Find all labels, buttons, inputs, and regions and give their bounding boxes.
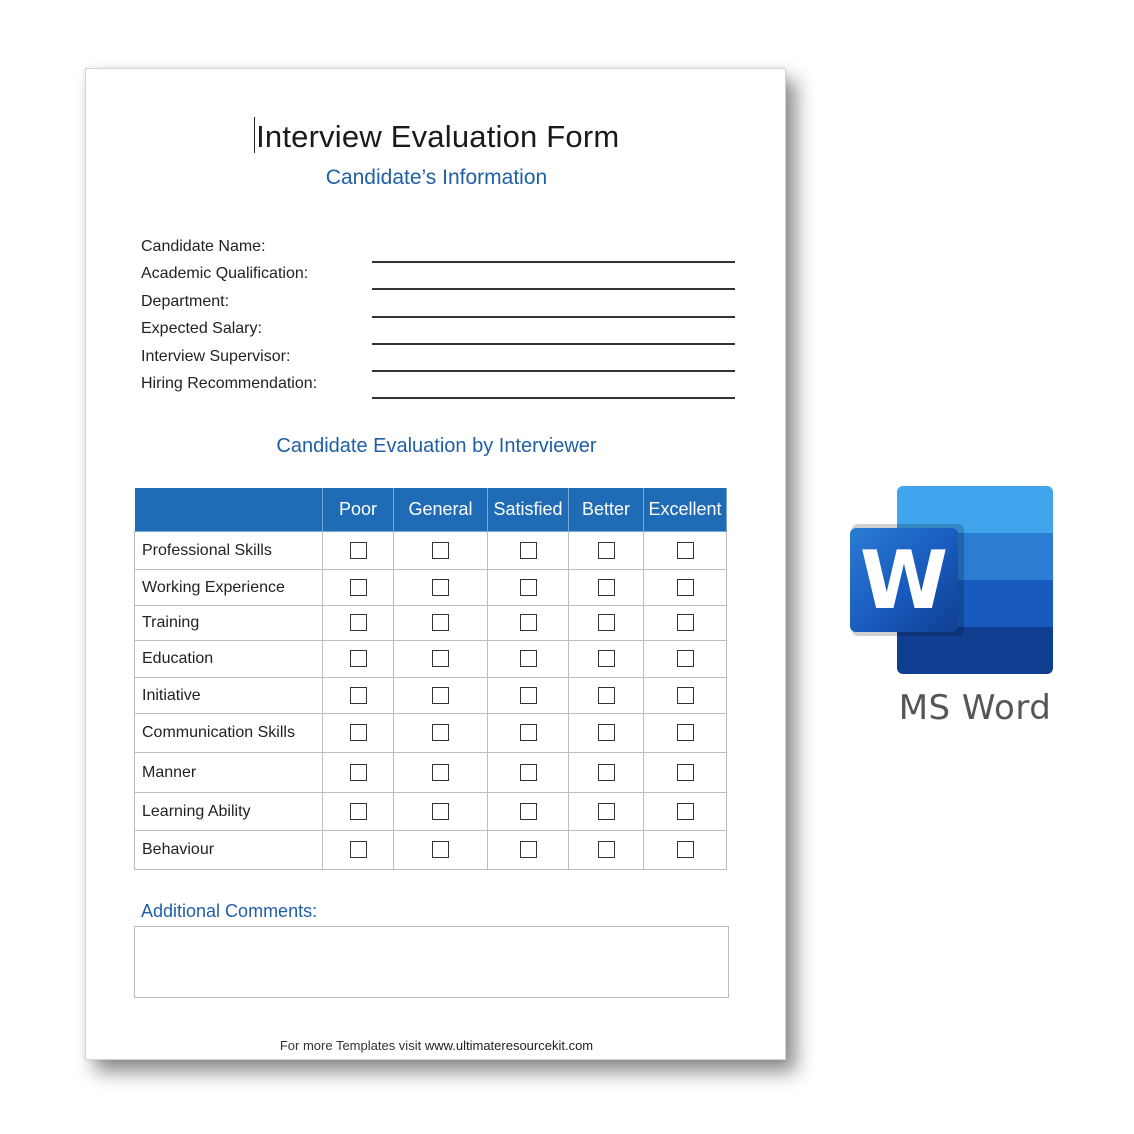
footer-text: For more Templates visit [279, 1038, 425, 1053]
column-header: Poor [323, 488, 394, 532]
rating-checkbox[interactable] [432, 687, 449, 704]
field-input-line[interactable] [372, 316, 735, 318]
rating-checkbox[interactable] [432, 650, 449, 667]
rating-cell [569, 641, 644, 678]
rating-checkbox[interactable] [598, 841, 615, 858]
footer-link[interactable]: www.ultimateresourcekit.com [424, 1038, 594, 1053]
rating-checkbox[interactable] [350, 764, 367, 781]
rating-cell [394, 714, 488, 753]
table-row [135, 831, 727, 870]
rating-cell [488, 532, 569, 570]
rating-cell [644, 532, 727, 570]
rating-checkbox[interactable] [520, 803, 537, 820]
field-input-line[interactable] [372, 288, 735, 290]
rating-checkbox[interactable] [598, 724, 615, 741]
rating-checkbox[interactable] [598, 614, 615, 631]
app-label: MS Word [898, 688, 1052, 728]
rating-checkbox[interactable] [432, 764, 449, 781]
rating-cell [394, 641, 488, 678]
rating-cell [488, 641, 569, 678]
rating-cell [394, 532, 488, 570]
rating-checkbox[interactable] [432, 579, 449, 596]
field-label: Hiring Recommendation: [141, 375, 318, 392]
field-label: Candidate Name: [141, 238, 266, 255]
table-header-row [135, 488, 727, 532]
rating-checkbox[interactable] [350, 542, 367, 559]
column-header: Excellent [644, 488, 727, 532]
rating-checkbox[interactable] [677, 614, 694, 631]
rating-cell [569, 606, 644, 641]
rating-checkbox[interactable] [598, 650, 615, 667]
rating-cell [569, 831, 644, 870]
column-header: Better [569, 488, 644, 532]
rating-checkbox[interactable] [520, 724, 537, 741]
rating-checkbox[interactable] [350, 687, 367, 704]
rating-cell [323, 753, 394, 793]
criterion-label: Learning Ability [135, 793, 323, 831]
rating-checkbox[interactable] [350, 841, 367, 858]
rating-cell [644, 714, 727, 753]
rating-cell [488, 714, 569, 753]
rating-checkbox[interactable] [598, 687, 615, 704]
comments-box[interactable] [134, 926, 729, 998]
rating-checkbox[interactable] [520, 650, 537, 667]
rating-cell [394, 831, 488, 870]
rating-checkbox[interactable] [350, 614, 367, 631]
table-row [135, 678, 727, 714]
rating-checkbox[interactable] [350, 650, 367, 667]
rating-cell [394, 678, 488, 714]
rating-cell [488, 831, 569, 870]
rating-cell [323, 570, 394, 606]
criterion-label: Behaviour [135, 831, 323, 870]
table-row [135, 641, 727, 678]
table-row [135, 714, 727, 753]
rating-checkbox[interactable] [598, 579, 615, 596]
field-input-line[interactable] [372, 343, 735, 345]
rating-cell [569, 753, 644, 793]
rating-cell [644, 606, 727, 641]
text-cursor [254, 117, 256, 153]
rating-cell [569, 532, 644, 570]
rating-cell [569, 678, 644, 714]
rating-checkbox[interactable] [598, 803, 615, 820]
rating-checkbox[interactable] [350, 803, 367, 820]
word-icon: W [850, 528, 958, 632]
footer [86, 1038, 787, 1053]
rating-checkbox[interactable] [432, 542, 449, 559]
table-row [135, 570, 727, 606]
rating-checkbox[interactable] [432, 724, 449, 741]
form-title-line[interactable] [86, 117, 787, 155]
rating-checkbox[interactable] [520, 579, 537, 596]
rating-cell [569, 714, 644, 753]
rating-checkbox[interactable] [432, 803, 449, 820]
table-row [135, 606, 727, 641]
rating-checkbox[interactable] [677, 579, 694, 596]
rating-checkbox[interactable] [677, 650, 694, 667]
criterion-label: Initiative [135, 678, 323, 714]
table-row [135, 753, 727, 793]
rating-checkbox[interactable] [677, 803, 694, 820]
rating-cell [488, 606, 569, 641]
rating-checkbox[interactable] [598, 764, 615, 781]
rating-cell [394, 753, 488, 793]
rating-cell [323, 793, 394, 831]
rating-checkbox[interactable] [598, 542, 615, 559]
rating-cell [569, 570, 644, 606]
rating-cell [323, 641, 394, 678]
rating-checkbox[interactable] [350, 579, 367, 596]
field-label: Interview Supervisor: [141, 348, 291, 365]
rating-checkbox[interactable] [350, 724, 367, 741]
document-page [85, 68, 786, 1060]
rating-cell [488, 793, 569, 831]
field-label: Academic Qualification: [141, 265, 309, 282]
rating-cell [644, 753, 727, 793]
rating-cell [644, 793, 727, 831]
rating-cell [323, 714, 394, 753]
rating-checkbox[interactable] [520, 764, 537, 781]
rating-checkbox[interactable] [520, 841, 537, 858]
rating-cell [488, 678, 569, 714]
field-input-line[interactable] [372, 370, 735, 372]
rating-cell [569, 793, 644, 831]
column-header: General [394, 488, 488, 532]
rating-checkbox[interactable] [520, 542, 537, 559]
header-blank [135, 488, 323, 532]
form-title: Interview Evaluation Form [256, 119, 620, 154]
rating-cell [323, 831, 394, 870]
criterion-label: Training [135, 606, 323, 641]
rating-cell [644, 831, 727, 870]
rating-checkbox[interactable] [520, 687, 537, 704]
field-label: Department: [141, 293, 230, 310]
candidate-info-heading: Candidate’s Information [325, 166, 548, 189]
field-label: Expected Salary: [141, 320, 262, 337]
rating-checkbox[interactable] [677, 687, 694, 704]
field-input-line[interactable] [372, 261, 735, 263]
rating-checkbox[interactable] [677, 764, 694, 781]
rating-cell [323, 606, 394, 641]
rating-checkbox[interactable] [432, 614, 449, 631]
criterion-label: Professional Skills [135, 532, 323, 570]
criterion-label: Manner [135, 753, 323, 793]
rating-cell [323, 532, 394, 570]
rating-checkbox[interactable] [677, 542, 694, 559]
rating-cell [394, 793, 488, 831]
column-header: Satisfied [488, 488, 569, 532]
criterion-label: Communication Skills [135, 714, 323, 753]
rating-checkbox[interactable] [677, 841, 694, 858]
table-row [135, 532, 727, 570]
field-input-line[interactable] [372, 397, 735, 399]
rating-cell [644, 678, 727, 714]
rating-cell [394, 570, 488, 606]
criterion-label: Education [135, 641, 323, 678]
rating-cell [644, 641, 727, 678]
rating-checkbox[interactable] [432, 841, 449, 858]
rating-cell [488, 753, 569, 793]
rating-cell [644, 570, 727, 606]
comments-label: Additional Comments: [141, 901, 318, 921]
table-row [135, 793, 727, 831]
evaluation-table [134, 488, 727, 870]
rating-checkbox[interactable] [677, 724, 694, 741]
rating-cell [323, 678, 394, 714]
rating-checkbox[interactable] [520, 614, 537, 631]
rating-cell [394, 606, 488, 641]
evaluation-heading: Candidate Evaluation by Interviewer [276, 435, 597, 457]
criterion-label: Working Experience [135, 570, 323, 606]
rating-cell [488, 570, 569, 606]
